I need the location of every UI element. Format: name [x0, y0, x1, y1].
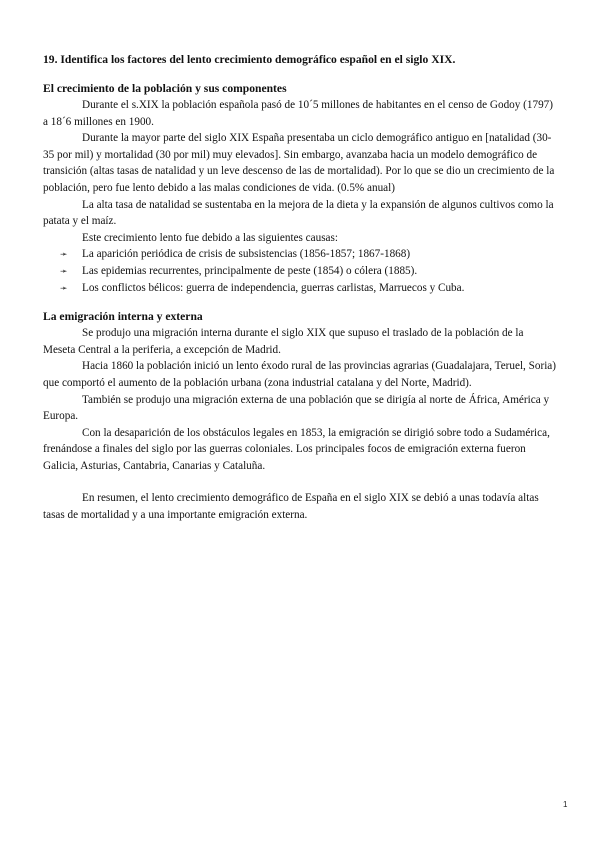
section-heading-emigration: La emigración interna y externa [43, 310, 203, 324]
list-item [60, 280, 557, 297]
list-item-text: La aparición periódica de crisis de subsistencias (1856-1857; 1867-1868) [82, 248, 411, 261]
arrow-bullet-icon: ➛ [60, 265, 68, 276]
list-item [60, 263, 557, 280]
paragraph: Hacia 1860 la población inició un lento éxodo rural de las provincias agrarias (Guadalajara, Teruel, Soria) que comportó el aumento de la población urbana (zona industrial catalana y del Norte, Madrid). [43, 360, 556, 389]
paragraph: Durante el s.XIX la población española pasó de 10´5 millones de habitantes en el censo de Godoy (1797) a 18´6 millones en 1900. [43, 99, 553, 128]
page-number: 1 [563, 800, 568, 809]
conclusion-paragraph: En resumen, el lento crecimiento demográfico de España en el siglo XIX se debió a unas todavía altas tasas de mortalidad y a una importante emigración externa. [43, 492, 539, 522]
paragraph: Con la desaparición de los obstáculos legales en 1853, la emigración se dirigió sobre todo a Sudamérica, frenándose a finales del siglo por las guerras coloniales. Los principales focos de emigración externa fueron Galicia, Asturias, Cantabria, Canarias y Cataluña. [43, 426, 550, 472]
causes-list [43, 246, 557, 296]
document-page [43, 52, 557, 524]
section-heading-population-growth: El crecimiento de la población y sus componentes [43, 82, 287, 95]
paragraph: Este crecimiento lento fue debido a las siguientes causas: [82, 231, 338, 244]
paragraph: La alta tasa de natalidad se sustentaba en la mejora de la dieta y la expansión de algunos cultivos como la patata y el maíz. [43, 198, 554, 228]
list-item-text: Los conflictos bélicos: guerra de independencia, guerras carlistas, Marruecos y Cuba. [82, 281, 465, 294]
arrow-bullet-icon: ➛ [60, 249, 68, 260]
document-title: 19. Identifica los factores del lento crecimiento demográfico español en el siglo XIX. [43, 53, 456, 66]
paragraph: Durante la mayor parte del siglo XIX España presentaba un ciclo demográfico antiguo en [natalidad (30-35 por mil) y mortalidad (30 por mil) muy elevados]. Sin embargo, avanzaba hacia un modelo demográfico de transición (altas tasas de natalidad y un leve descenso de las de mortalidad). Por lo que se dio un crecimiento de la población, pero fue lento debido a las malas condiciones de vida. (0.5% anual) [43, 132, 555, 194]
paragraph: Se produjo una migración interna durante el siglo XIX que supuso el traslado de la población de la Meseta Central a la periferia, a excepción de Madrid. [43, 327, 524, 356]
paragraph: También se produjo una migración externa de una población que se dirigía al norte de África, América y Europa. [43, 393, 550, 423]
arrow-bullet-icon: ➛ [60, 282, 68, 293]
list-item-text: Las epidemias recurrentes, principalmente de peste (1854) o cólera (1885). [82, 264, 418, 277]
list-item [60, 246, 557, 263]
